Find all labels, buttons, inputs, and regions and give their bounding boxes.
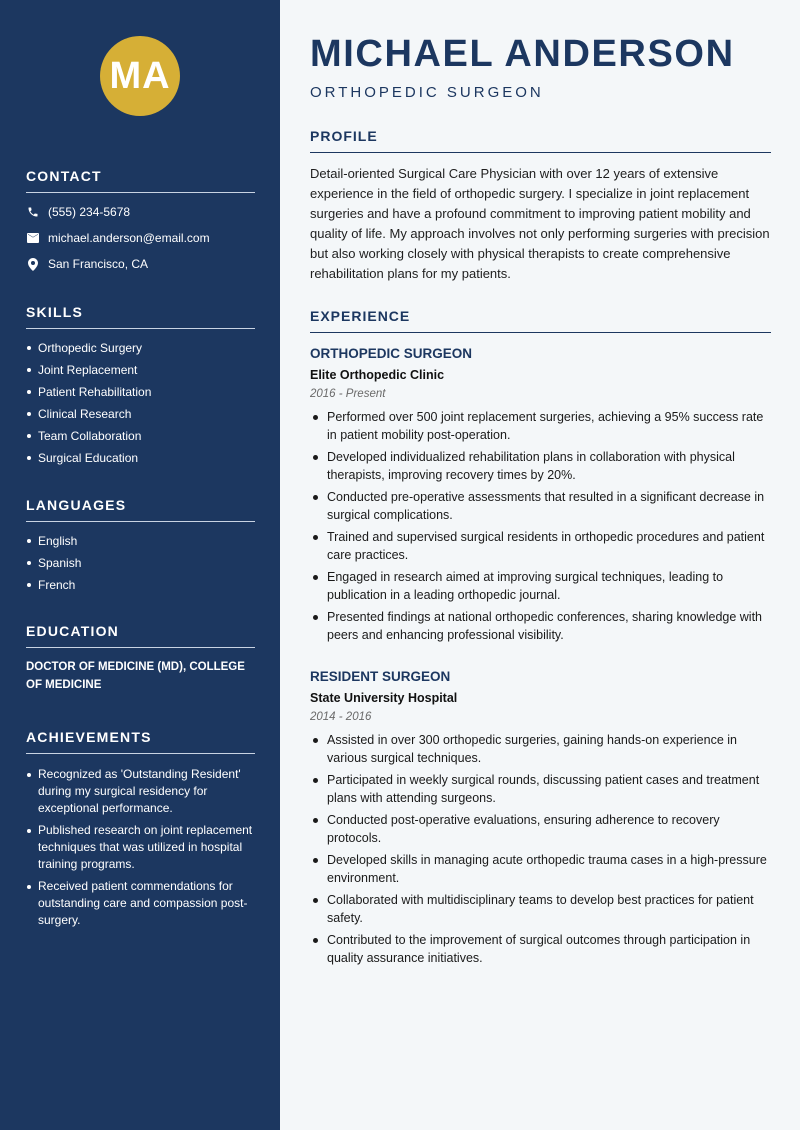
achievements-list: [26, 766, 255, 929]
skill-item: Orthopedic Surgery: [26, 337, 255, 359]
profile-text: Detail-oriented Surgical Care Physician with over 12 years of extensive experience in the field of orthopedic surgery. I specialize in joint replacement surgeries and have a profound commitment to improving patient mobility and quality of life. My approach involves not only performing surgeries with precision but also working closely with physical therapists to create comprehensive rehabilitation plans for my patients.: [310, 166, 770, 281]
education-heading: EDUCATION: [26, 623, 255, 648]
skill-item: Team Collaboration: [26, 425, 255, 447]
language-item: Spanish: [26, 552, 255, 574]
phone-text: (555) 234-5678: [48, 205, 131, 219]
mail-icon: [26, 231, 40, 245]
email-text: michael.anderson@email.com: [48, 231, 210, 245]
job-bullet: Conducted post-operative evaluations, ensuring adherence to recovery protocols.: [310, 811, 771, 847]
skill-item: Joint Replacement: [26, 359, 255, 381]
skill-item: Patient Rehabilitation: [26, 381, 255, 403]
contact-location: [26, 251, 255, 277]
job-bullet: Conducted pre-operative assessments that resulted in a significant decrease in surgical complications.: [310, 488, 771, 524]
location-pin-icon: [26, 257, 40, 271]
language-item: English: [26, 530, 255, 552]
contact-section: [26, 168, 255, 277]
achievements-section: [26, 729, 255, 934]
skill-item: Clinical Research: [26, 403, 255, 425]
languages-list: [26, 530, 255, 596]
skills-section: [26, 304, 255, 469]
achievement-item: Recognized as 'Outstanding Resident' during my surgical residency for exceptional performance.: [26, 766, 255, 817]
candidate-title: ORTHOPEDIC SURGEON: [310, 84, 544, 101]
skills-heading: SKILLS: [26, 304, 255, 329]
skill-item: Surgical Education: [26, 447, 255, 469]
avatar-initials: MA: [100, 36, 180, 116]
job-bullet: Contributed to the improvement of surgical outcomes through participation in quality assurance initiatives.: [310, 931, 771, 967]
sidebar: [0, 0, 280, 1130]
education-section: [26, 623, 255, 694]
job-entry: [310, 669, 771, 971]
job-bullet: Participated in weekly surgical rounds, discussing patient cases and treatment plans with attending surgeons.: [310, 771, 771, 807]
contact-email: [26, 225, 255, 251]
job-bullet: Trained and supervised surgical residents in orthopedic procedures and patient care practices.: [310, 528, 771, 564]
job-bullet: Developed skills in managing acute orthopedic trauma cases in a high-pressure environment.: [310, 851, 771, 887]
job-dates: 2016 - Present: [310, 388, 386, 400]
job-bullets: [310, 408, 771, 644]
job-bullets: [310, 731, 771, 967]
languages-section: [26, 497, 255, 596]
job-entry: [310, 346, 771, 648]
experience-heading: EXPERIENCE: [310, 308, 771, 333]
contact-phone: [26, 199, 255, 225]
location-text: San Francisco, CA: [48, 257, 149, 271]
job-bullet: Developed individualized rehabilitation plans in collaboration with physical therapists, improving recovery times by 20%.: [310, 448, 771, 484]
language-item: French: [26, 574, 255, 596]
job-bullet: Assisted in over 300 orthopedic surgeries, gaining hands-on experience in various surgical techniques.: [310, 731, 771, 767]
job-title: ORTHOPEDIC SURGEON: [310, 346, 473, 361]
phone-icon: [26, 205, 40, 219]
achievement-item: Received patient commendations for outstanding care and compassion post-surgery.: [26, 878, 255, 929]
skills-list: [26, 337, 255, 469]
education-degree: DOCTOR OF MEDICINE (MD), COLLEGE OF MEDICINE: [26, 661, 245, 691]
contact-heading: CONTACT: [26, 168, 255, 193]
job-bullet: Presented findings at national orthopedic conferences, sharing knowledge with peers and enhancing professional visibility.: [310, 608, 771, 644]
achievements-heading: ACHIEVEMENTS: [26, 729, 255, 754]
job-company: Elite Orthopedic Clinic: [310, 368, 445, 382]
job-bullet: Performed over 500 joint replacement surgeries, achieving a 95% success rate in patient mobility post-operation.: [310, 408, 771, 444]
job-company: State University Hospital: [310, 691, 458, 705]
job-dates: 2014 - 2016: [310, 711, 372, 723]
candidate-name: MICHAEL ANDERSON: [310, 33, 735, 75]
languages-heading: LANGUAGES: [26, 497, 255, 522]
job-title: RESIDENT SURGEON: [310, 669, 451, 684]
job-bullet: Collaborated with multidisciplinary teams to develop best practices for patient safety.: [310, 891, 771, 927]
achievement-item: Published research on joint replacement techniques that was utilized in hospital training programs.: [26, 822, 255, 873]
job-bullet: Engaged in research aimed at improving surgical techniques, leading to publication in a leading orthopedic journal.: [310, 568, 771, 604]
profile-heading: PROFILE: [310, 128, 771, 153]
